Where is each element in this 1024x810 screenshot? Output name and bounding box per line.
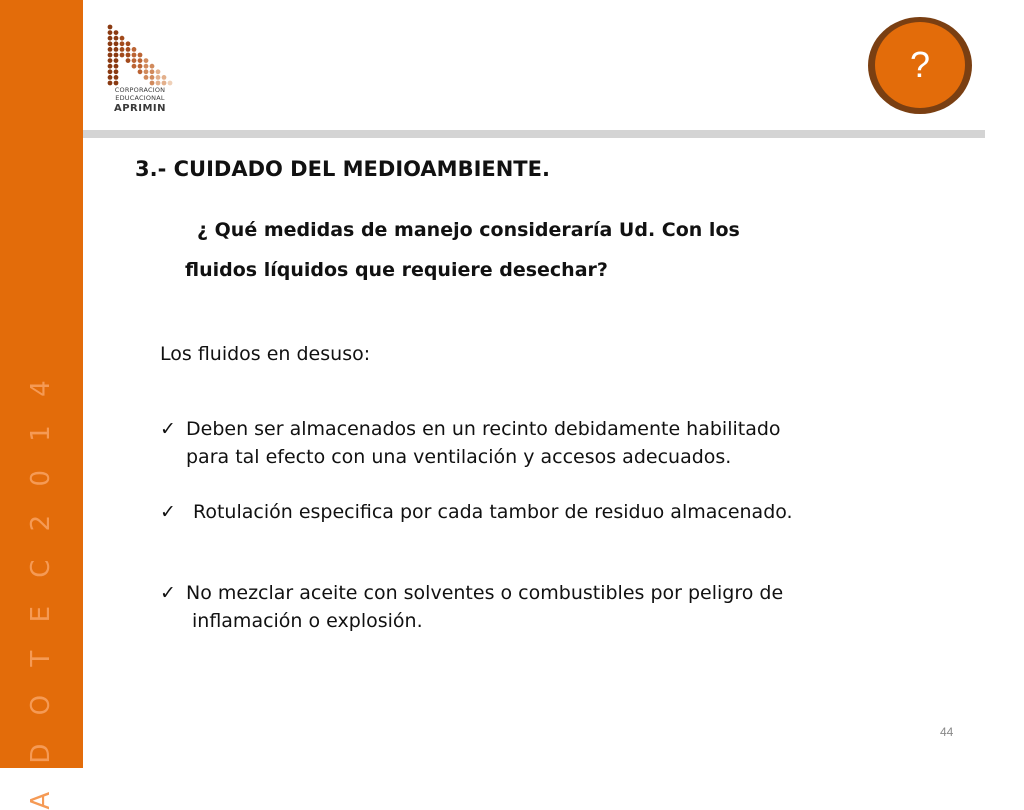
intro-text: Los fluidos en desuso: [160,343,371,365]
bullet-line-2: para tal efecto con una ventilación y accesos adecuados. [186,446,732,468]
checkmark-icon: ✓ [160,418,176,440]
bullet-item [160,498,940,526]
slide-question [185,210,885,290]
sidebar-vertical-text: A D O T E C 2 0 1 4 [26,370,56,810]
question-line-2: fluidos líquidos que requiere desechar? [185,259,608,281]
slide-title: 3.- CUIDADO DEL MEDIOAMBIENTE. [135,157,550,181]
logo-text-line1: CORPORACION [114,86,166,94]
logo-text-line3: APRIMIN [113,103,167,114]
bullet-line-1: Deben ser almacenados en un recinto debidamente habilitado [186,418,781,440]
sidebar-stripe [0,0,83,810]
bullet-line-1: No mezclar aceite con solventes o combustibles por peligro de [186,582,784,604]
bullet-line-2: inflamación o explosión. [192,610,423,632]
help-button-label[interactable]: ? [875,22,965,108]
bullet-line-1: Rotulación especifica por cada tambor de residuo almacenado. [193,501,793,523]
bullet-item [160,579,940,635]
question-line-1: ¿ Qué medidas de manejo consideraría Ud. Con los [197,219,740,241]
bullet-item [160,415,940,471]
checkmark-icon: ✓ [160,501,176,523]
page-number: 44 [940,725,954,739]
checkmark-icon: ✓ [160,582,176,604]
header-divider [83,130,985,138]
logo-text-line2: EDUCACIONAL [115,94,165,102]
